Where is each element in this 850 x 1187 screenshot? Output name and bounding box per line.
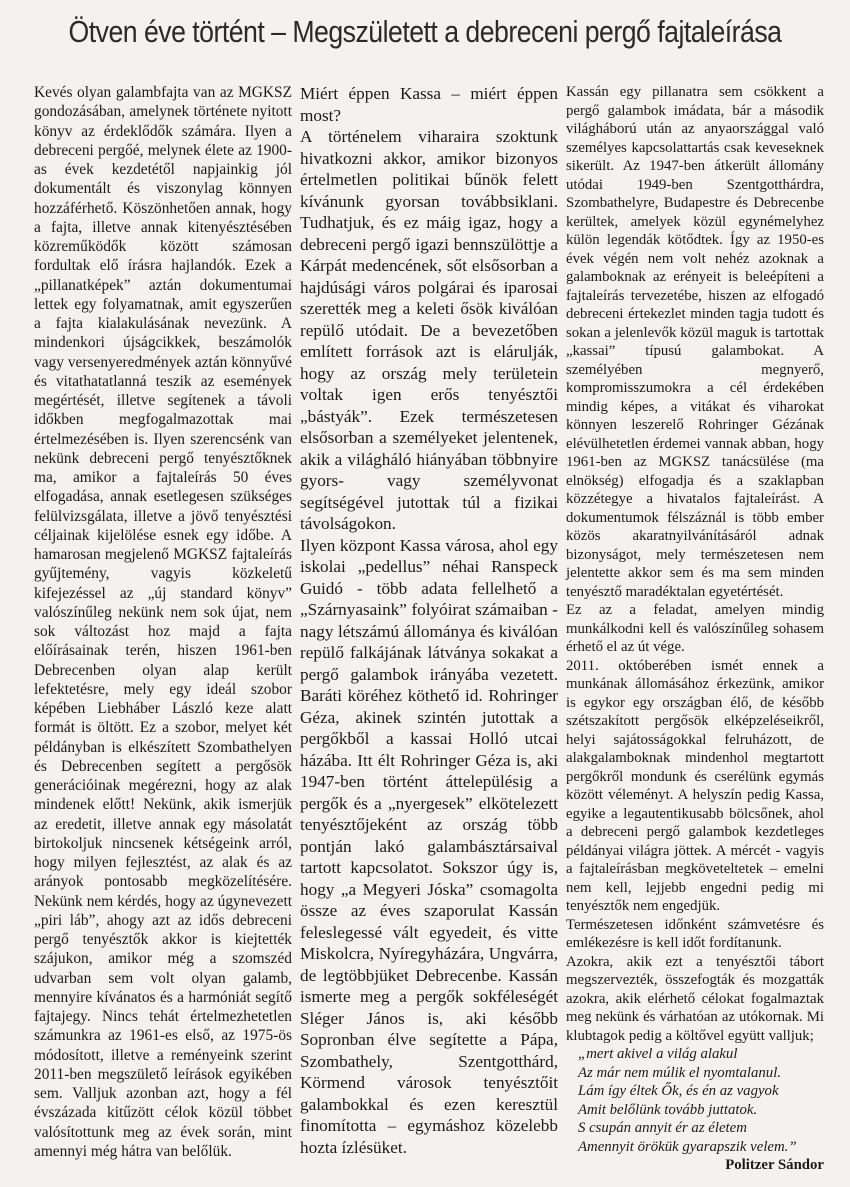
article-title: Ötven éve történt – Megszületett a debreceni pergő fajtaleírása xyxy=(68,14,782,49)
paragraph-2011: 2011. októberében ismét ennek a munkának állomásához érkezünk, amikor is egykor egy országban élő, de később szétszakított pergősök elképzeléseikről, helyi sajátosságokkal felruházott, de alakgalamboknak mindenhol megtartott pergőkről mondunk és cserélünk egymás között véleményt. A helyszín pedig Kassa, egyike a legautentikusabb bölcsőnek, ahol a debreceni pergő galambok kezdetleges példányai világra jöttek. A mércét - vagyis a fajtaleírásban megköveteltetek – emelni nem kell, lejjebb engedni pedig mi tenyésztők nem engedjük. xyxy=(566,657,824,914)
poem-line: „mert akivel a világ alakul xyxy=(578,1046,738,1062)
paragraph-postwar: Kassán egy pillanatra sem csökkent a pergő galambok imádata, bár a második világháború után az anyaországgal való személyes kapcsolattartás csak keveseknek sikerült. Az 1947-ben átkerült állomány utódai 1949-ben Szentgotthárdra, Szombathelyre, Budapestre és Debrecenbe kerültek, amelyek közül egynémelyhez külön legendák kötődtek. Így az 1950-es évek végén nem volt nehéz azoknak a galamboknak az erényeit is beleépíteni a fajtaleírás tervezetébe, hiszen az elfogadó debreceni értekezlet minden tagja tudott és sokan a jelenlevők közül maguk is tartottak „kassai” típusú galambokat. A személyében megnyerő, kompromisszumokra a cél érdekében mindig képes, a vitákat és viharokat könnyen leszerelő Rohringer Gézának elévülhetetlen érdemei vannak abban, hogy 1961-ben az MGKSZ tanácsülése (ma elnökség) elfogadja és a szaklapban közzétegye a hivatalos fajtaleírást. A dokumentumok félszáznál is több ember közös akaratnyilvánításáról adnak bizonyságot, mely természetesen nem jelentette akkor sem és ma sem minden tenyésztő maradéktalan egyetértését. xyxy=(566,84,824,600)
paragraph-history: A történelem viharaira szoktunk hivatkozni akkor, amikor bizonyos értelmetlen politikai bűnök felett kívánunk gyorsan továbbsiklani. Tudhatjuk, és ez máig igaz, hogy a debreceni pergő igazi bennszülöttje a Kárpát medencének, sőt elsősorban a hajdúsági város polgárai és iparosai szerették meg a keleti ősök kiválóan repülő utódait. De a bevezetőben említett források azt is elárulják, hogy az ország mely területein voltak igen erős tenyésztői „bástyák”. Ezek természetesen elsősorban a személyeket jelentenek, akik a világháló hiányában többnyire gyors- vagy személyvonat segítségével jutottak túl a fizikai távolságokon. xyxy=(300,127,558,533)
paragraph-intro: Kevés olyan galambfajta van az MGKSZ gondozásában, amelynek története nyitott könyv az érdeklődők számára. Ilyen a debreceni pergőé, melynek élete az 1900-as évek kezdetétől napjainkig jól dokumentált és viszonylag könnyen hozzáférhető. Köszönhetően annak, hogy a fajta, illetve annak kitenyésztésében közreműködők között számosan fordultak elő írásra hajlandók. Ezek a „pillanatképek” aztán dokumentumai lettek egy folyamatnak, amit egyszerűen a fajta kialakulásának nevezünk. A mindenkori újságcikkek, beszámolók vagy versenyeredmények aztán könnyűvé és vitathatatlanná teszik az események megértését, illetve segítenek a távoli időkben megfogalmazottak mai értelmezésében is. Ilyen szerencsénk van nekünk debreceni pergő tenyésztőknek ma, amikor a fajtaleírás 50 éves elfogadása, annak esetlegesen szükséges felülvizsgálata, illetve a jövő tenyésztési céljainak kijelölése esnek egy időbe. A hamarosan megjelenő MGKSZ fajtaleírás gyűjtemény, vagyis közkeletű kifejezéssel az „új standard könyv” valószínűleg nekünk nem sok újat, nem sok változást hoz majd a fajta előírásainak terén, hiszen 1961-ben Debrecenben olyan alap került lefektetésre, mely egy ideál szobor képében Liebháber László keze alatt formát is öltött. Ez a szobor, melyet két példányban is elkészített Szombathelyen és Debrecenben segített a pergősök generációinak megérezni, hogy az alak mindenek előtt! Nekünk, akik ismerjük az eredetit, illetve annak egy másolatát birtokoljuk nincsenek kétségeink arról, hogy milyen fejlesztést, az alak és az arányok pontosabb megközelítésére. Nekünk nem kérdés, hogy az úgynevezett „piri láb”, ahogy azt az idős debreceni pergő tenyésztők akkor is kiejtették szájukon, amikor még a szomszéd udvarban sem volt olyan galamb, mennyire kívánatos és a harmóniát segítő fajtajegy. Nincs tehát értelmezhetetlen számunkra az 1961-es első, az 1975-ös módosított, illetve a reményeink szerint 2011-ben megszülető leírások egyikében sem. Valljuk azonban azt, hogy a fél évszázada kitűzött célok közül többet valósítottunk meg az évek során, mint amennyi még hátra van belőlük. xyxy=(34,84,292,1160)
paragraph-dedication: Azokra, akik ezt a tenyésztői tábort megszervezték, összefogták és mozgatták azokra, akik elérhető célokat fogalmaztak meg nekünk és várhatóan az utókornak. Mi klubtagok pedig a költővel együtt valljuk; xyxy=(566,953,824,1044)
poem-line: Amit belőlünk tovább juttatok. xyxy=(578,1101,758,1118)
paragraph-subheading: Miért éppen Kassa – miért éppen most? xyxy=(300,84,558,125)
text-column-1 xyxy=(34,83,292,1161)
author-signature: Politzer Sándor xyxy=(725,1157,824,1173)
paragraph-remembrance: Természetesen időnként számvetésre és emlékezésre is kell időt fordítanunk. xyxy=(566,916,824,951)
paragraph-task: Ez az a feladat, amelyen mindig munkálkodni kell és valószínűleg sohasem érhető el az út vége. xyxy=(566,602,824,655)
paragraph-kassa: Ilyen központ Kassa városa, ahol egy iskolai „pedellus” néhai Ranspeck Guidó - több adata fellelhető a „Szárnyasaink” folyóirat számaiban - nagy létszámú állománya és kiválóan repülő falkájának látványa sokakat a pergő galambok irányába vezetett. Baráti köréhez köthető id. Rohringer Géza, akinek szintén jutottak a pergőkből a kassai Holló utcai házába. Itt élt Rohringer Géza is, aki 1947-ben történt áttelepülésig a pergők és a „nyergesek” elkötelezett tenyésztőjeként az ország több pontján lakó galambásztársaival tartott kapcsolatot. Sokszor úgy is, hogy „a Megyeri Jóska” csomagolta össze az éves szaporulat Kassán feleslegessé vált egyedeit, és vitte Miskolcra, Nyíregyházára, Ungvárra, de legtöbbjüket Debrecenbe. Kassán ismerte meg a pergők sokféleségét Sléger János is, aki később Sopronban élve segítette a Pápa, Szombathely, Szentgotthárd, Körmend városok tenyésztőit galambokkal és ezen keresztül finomította – egymáshoz közelebb hozta ízlésüket. xyxy=(300,535,558,1157)
poem-line: S csupán annyit ér az életem xyxy=(578,1120,747,1136)
poem-line: Az már nem múlik el nyomtalanul. xyxy=(578,1064,782,1081)
poem xyxy=(566,1045,824,1156)
text-column-3 xyxy=(566,83,824,1175)
text-column-2 xyxy=(300,83,558,1158)
poem-line: Amennyit örökük gyarapszik velem.” xyxy=(578,1138,797,1155)
poem-line: Lám így éltek Ők, és én az vagyok xyxy=(578,1083,779,1099)
